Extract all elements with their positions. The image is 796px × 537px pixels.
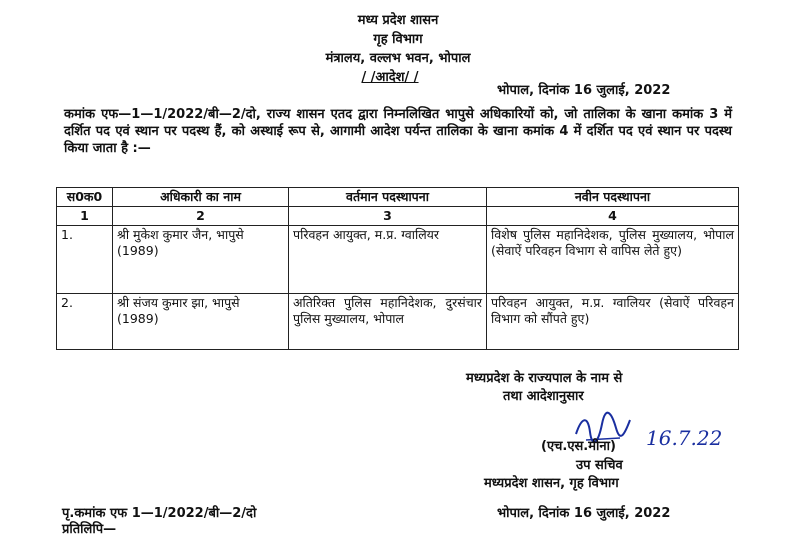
copy-to-label: प्रतिलिपि— bbox=[62, 522, 117, 537]
col-number: 2 bbox=[113, 207, 289, 226]
col-header-new-posting: नवीन पदस्थापना bbox=[487, 188, 739, 207]
govt-name: मध्य प्रदेश शासन bbox=[357, 13, 439, 28]
col-number: 1 bbox=[57, 207, 113, 226]
col-header-sno: स0क0 bbox=[57, 188, 113, 207]
signatory-department: मध्यप्रदेश शासन, गृह विभाग bbox=[484, 476, 619, 491]
col-number: 4 bbox=[487, 207, 739, 226]
table-row bbox=[57, 226, 739, 294]
row-new-posting: परिवहन आयुक्त, म.प्र. ग्वालियर (सेवाऐं परिवहन विभाग को सौंपते हुए) bbox=[487, 294, 739, 350]
row-officer-name: श्री संजय कुमार झा, भापुसे (1989) bbox=[113, 294, 289, 350]
department-name: गृह विभाग bbox=[373, 32, 423, 47]
posting-table bbox=[56, 187, 739, 350]
signatory-designation: उप सचिव bbox=[576, 458, 623, 473]
row-current-posting: अतिरिक्त पुलिस महानिदेशक, दुरसंचार पुलिस मुख्यालय, भोपाल bbox=[289, 294, 487, 350]
signature-date: 16.7.22 bbox=[646, 426, 723, 450]
authority-line-2: तथा आदेशानुसार bbox=[503, 389, 584, 404]
col-header-current-posting: वर्तमान पदस्थापना bbox=[289, 188, 487, 207]
table-header-row bbox=[57, 188, 739, 207]
office-address: मंत्रालय, वल्लभ भवन, भोपाल bbox=[325, 51, 471, 66]
authority-line-1: मध्यप्रदेश के राज्यपाल के नाम से bbox=[466, 371, 623, 386]
col-header-officer: अधिकारी का नाम bbox=[113, 188, 289, 207]
row-sno: 2. bbox=[57, 294, 113, 350]
signatory-name: (एच.एस.मीना) bbox=[541, 439, 616, 454]
row-officer-name: श्री मुकेश कुमार जैन, भापुसे (1989) bbox=[113, 226, 289, 294]
endorsement-ref: पृ.कमांक एफ 1—1/2022/बी—2/दो bbox=[62, 506, 257, 521]
row-new-posting: विशेष पुलिस महानिदेशक, पुलिस मुख्यालय, भोपाल (सेवाऐं परिवहन विभाग से वापिस लेते हुए) bbox=[487, 226, 739, 294]
column-number-row bbox=[57, 207, 739, 226]
order-paragraph: कमांक एफ—1—1/2022/बी—2/दो, राज्य शासन एतद द्वारा निम्नलिखित भापुसे अधिकारियों को, जो तालिका के खाना कमांक 3 में दर्शित पद एवं स्थान पर पदस्थ हैं, को अस्थाई रूप से, आगामी आदेश पर्यन्त तालिका के खाना कमांक 4 में दर्शित पद एवं स्थान पर पदस्थ किया जाता है :— bbox=[64, 107, 732, 156]
row-sno: 1. bbox=[57, 226, 113, 294]
row-current-posting: परिवहन आयुक्त, म.प्र. ग्वालियर bbox=[289, 226, 487, 294]
order-title: / /आदेश/ / bbox=[361, 70, 419, 85]
order-date: भोपाल, दिनांक 16 जुलाई, 2022 bbox=[497, 83, 671, 98]
col-number: 3 bbox=[289, 207, 487, 226]
endorsement-date: भोपाल, दिनांक 16 जुलाई, 2022 bbox=[497, 506, 671, 521]
table-row bbox=[57, 294, 739, 350]
